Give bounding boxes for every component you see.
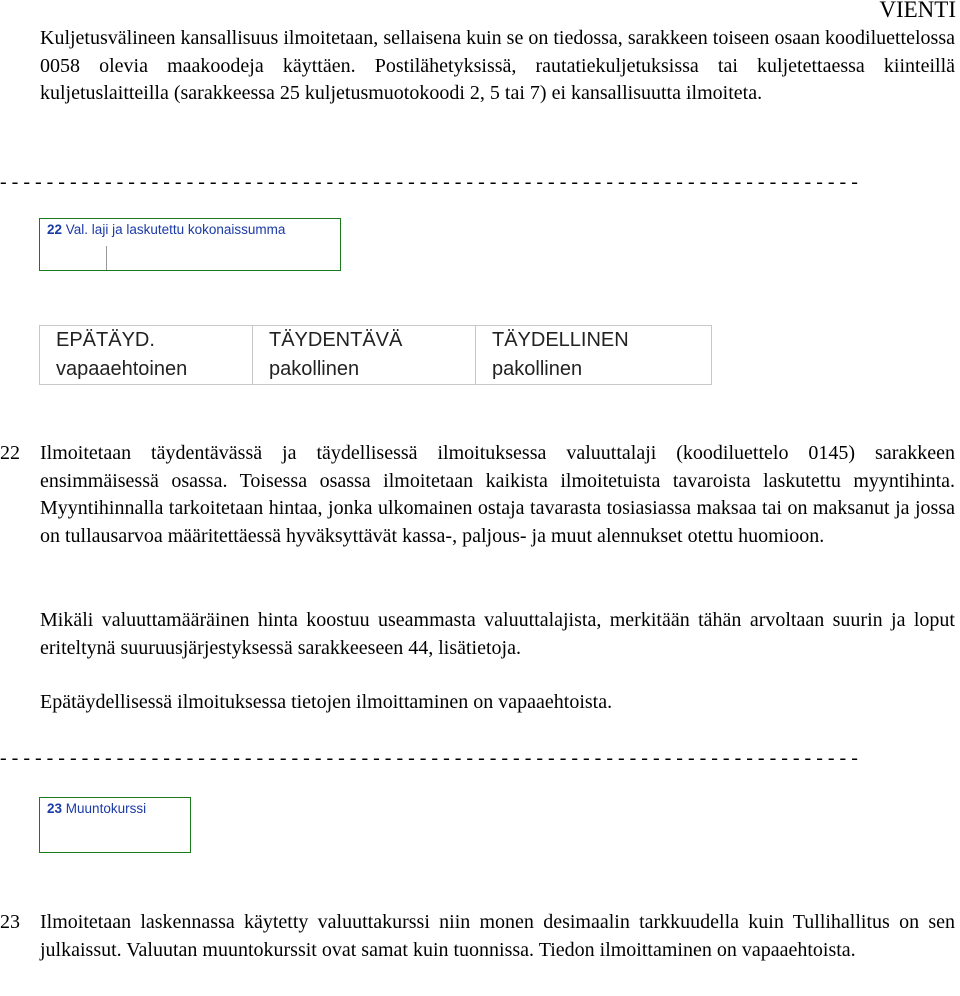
section-divider-2: - - - - - - - - - - - - - - - - - - - - - - - - - - - - - - - - - - - - - - - - - - - - - - - - - - - - - - - - - - - - - - - - - - - - - - - - - -: [0, 748, 858, 768]
document-section-label: VIENTI: [879, 0, 956, 22]
field-22-label: [47, 222, 285, 237]
section-22-paragraph-1: Ilmoitetaan täydentävässä ja täydellisessä ilmoituksessa valuuttalaji (koodiluettelo 0145) sarakkeen ensimmäisessä osassa. Toisessa osassa ilmoitetaan kaikista ilmoitetuista tavaroista laskutettu myyntihinta. Myyntihinnalla tarkoitetaan hintaa, jonka ulkomainen ostaja tavarasta tosiasiassa maksaa tai on maksanut ja jossa on tullausarvoa määritettäessä hyväksyttävät kassa-, paljous- ja muut alennukset otettu huomioon.: [40, 442, 955, 547]
requirement-value-complete: pakollinen: [476, 355, 712, 385]
field-22-title: Val. laji ja laskutettu kokonaissumma: [65, 222, 286, 237]
section-22-number: 22: [0, 442, 20, 464]
requirements-value-row: [40, 355, 712, 385]
field-23-title: Muuntokurssi: [65, 801, 147, 816]
field-22-box: [39, 218, 341, 271]
intro-paragraph: Kuljetusvälineen kansallisuus ilmoitetaan, sellaisena kuin se on tiedossa, sarakkeen toiseen osaan koodiluettelossa 0058 olevia maakoodeja käyttäen. Postilähetyksissä, rautatiekuljetuksissa tai kuljetettaessa kiinteillä kuljetuslaitteilla (sarakkeessa 25 kuljetusmuotokoodi 2, 5 tai 7) ei kansallisuutta ilmoiteta.: [40, 27, 955, 104]
section-23-number: 23: [0, 911, 20, 933]
requirement-header-supplementary: TÄYDENTÄVÄ: [253, 326, 476, 356]
requirements-table: [39, 325, 712, 385]
field-23-box: [39, 797, 191, 853]
requirement-value-supplementary: pakollinen: [253, 355, 476, 385]
requirement-header-complete: TÄYDELLINEN: [476, 326, 712, 356]
field-23-label: [47, 801, 146, 816]
section-22-paragraph-2: Mikäli valuuttamääräinen hinta koostuu useammasta valuuttalajista, merkitään tähän arvoltaan suurin ja loput eriteltynä suuruusjärjestyksessä sarakkeeseen 44, lisätietoja.: [40, 609, 955, 659]
requirements-header-row: [40, 326, 712, 356]
field-22-number: 22: [47, 222, 63, 237]
section-divider: - - - - - - - - - - - - - - - - - - - - - - - - - - - - - - - - - - - - - - - - - - - - - - - - - - - - - - - - - - - - - - - - - - - - - - - - - -: [0, 172, 858, 192]
section-23-paragraph-1: Ilmoitetaan laskennassa käytetty valuuttakurssi niin monen desimaalin tarkkuudella kuin Tullihallitus on sen julkaissut. Valuutan muuntokurssit ovat samat kuin tuonnissa. Tiedon ilmoittaminen on vapaaehtoista.: [40, 911, 955, 961]
field-22-divider-tick: [106, 246, 107, 270]
requirement-header-incomplete: EPÄTÄYD.: [40, 326, 253, 356]
section-22-paragraph-3: Epätäydellisessä ilmoituksessa tietojen ilmoittaminen on vapaaehtoista.: [40, 691, 613, 713]
requirement-value-incomplete: vapaaehtoinen: [40, 355, 253, 385]
field-23-number: 23: [47, 801, 63, 816]
